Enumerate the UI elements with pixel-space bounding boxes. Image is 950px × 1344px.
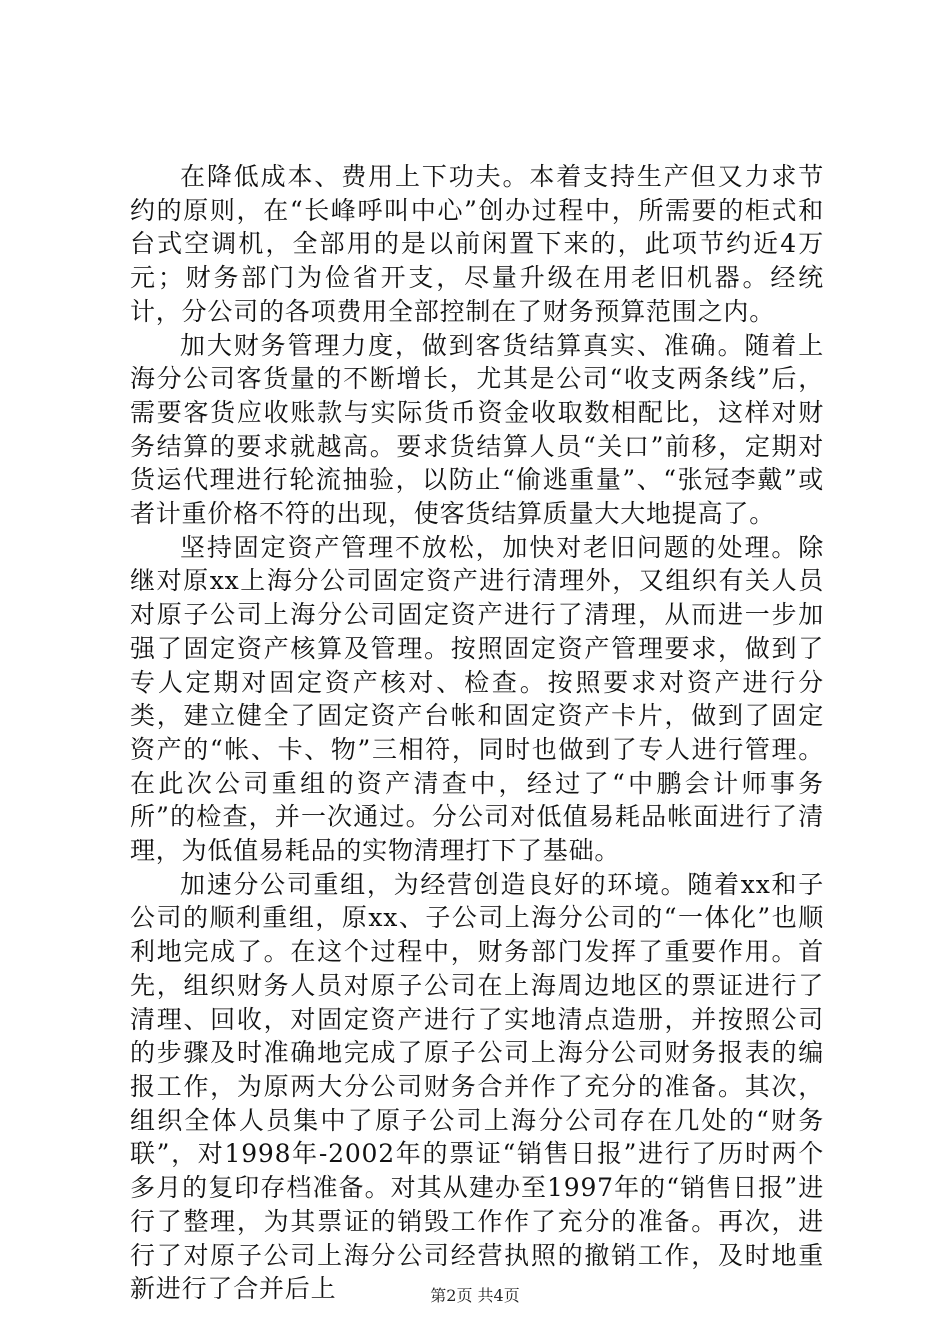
page-footer: 第2页 共4页: [430, 1286, 520, 1305]
paragraph-financial-management: 加大财务管理力度，做到客货结算真实、准确。随着上海分公司客货量的不断增长，尤其是公司“收支两条线”后，需要客货应收账款与实际货币资金收取数相配比，这样对财务结算的要求就越高。要求货结算人员“关口”前移，定期对货运代理进行轮流抽验，以防止“偷逃重量”、“张冠李戴”或者计重价格不符的出现，使客货结算质量大大地提高了。: [130, 330, 824, 529]
paragraph-cost-reduction: 在降低成本、费用上下功夫。本着支持生产但又力求节约的原则，在“长峰呼叫中心”创办过程中，所需要的柜式和台式空调机，全部用的是以前闲置下来的，此项节约近4万元；财务部门为俭省开支，尽量升级在用老旧机器。经统计，分公司的各项费用全部控制在了财务预算范围之内。: [130, 162, 824, 326]
paragraph-fixed-assets: 坚持固定资产管理不放松，加快对老旧问题的处理。除继对原xx上海分公司固定资产进行清理外，又组织有关人员对原子公司上海分公司固定资产进行了清理，从而进一步加强了固定资产核算及管理。按照固定资产管理要求，做到了专人定期对固定资产核对、检查。按照要求对资产进行分类，建立健全了固定资产台帐和固定资产卡片，做到了固定资产的“帐、卡、物”三相符，同时也做到了专人进行管理。在此次公司重组的资产清查中，经过了“中鹏会计师事务所”的检查，并一次通过。分公司对低值易耗品帐面进行了清理，为低值易耗品的实物清理打下了基础。: [130, 532, 824, 866]
document-body: [130, 160, 824, 1306]
paragraph-reorganization: 加速分公司重组，为经营创造良好的环境。随着xx和子公司的顺利重组，原xx、子公司上海分公司的“一体化”也顺利地完成了。在这个过程中，财务部门发挥了重要作用。首先，组织财务人员对原子公司在上海周边地区的票证进行了清理、回收，对固定资产进行了实地清点造册，并按照公司的步骤及时准确地完成了原子公司上海分公司财务报表的编报工作，为原两大分公司财务合并作了充分的准备。其次，组织全体人员集中了原子公司上海分公司存在几处的“财务联”，对1998年-2002年的票证“销售日报”进行了历时两个多月的复印存档准备。对其从建办至1997年的“销售日报”进行了整理，为其票证的销毁工作作了充分的准备。再次，进行了对原子公司上海分公司经营执照的撤销工作，及时地重新进行了合并后上: [130, 869, 824, 1304]
